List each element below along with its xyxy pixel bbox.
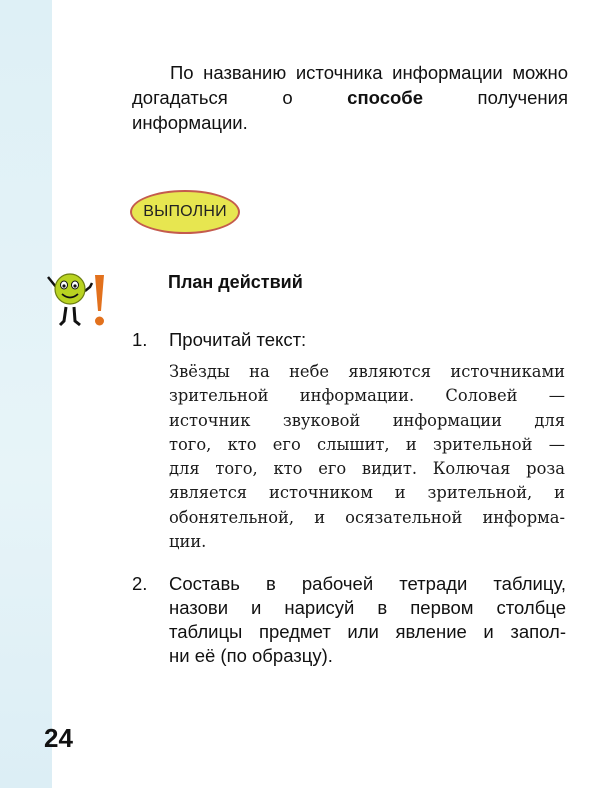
- plan-heading: План действий: [168, 272, 303, 292]
- step-1-number: 1.: [132, 329, 148, 350]
- reading-line: является источником и зрительной, и: [169, 483, 565, 503]
- task-badge: [130, 190, 240, 234]
- intro-paragraph: [132, 60, 568, 135]
- page-number: 24: [44, 723, 73, 753]
- reading-line: для того, кто его видит. Колючая роза: [169, 459, 565, 479]
- reading-line: зрительной информации. Соловей —: [169, 386, 565, 406]
- step-2-line: назови и нарисуй в первом столбце: [169, 597, 566, 618]
- reading-line: обонятельной, и осязательной информа-: [169, 507, 565, 527]
- intro-text: [132, 60, 568, 135]
- task-badge-label: ВЫПОЛНИ: [143, 203, 227, 220]
- step-2-text: [169, 572, 566, 668]
- step-2-line: ни её (по образцу).: [169, 645, 333, 666]
- smiley-exclamation-icon: [40, 265, 110, 335]
- step-2-number: 2.: [132, 573, 148, 594]
- step-2-line: таблицы предмет или явление и запол-: [169, 621, 566, 642]
- reading-line: Звёзды на небе являются источниками: [169, 362, 565, 381]
- step-2-line: Составь в рабочей тетради таблицу,: [169, 573, 566, 594]
- intro-line-2-end: получения: [423, 87, 568, 108]
- intro-bold-word: способе: [347, 87, 423, 108]
- reading-line: источник звуковой информации для: [169, 410, 565, 430]
- reading-line: ции.: [169, 532, 207, 552]
- step-1-text: Прочитай текст:: [169, 329, 307, 350]
- intro-line-1: По названию источника информации: [170, 62, 503, 83]
- side-band: [0, 0, 52, 788]
- intro-line-2-start: можно догадаться о: [132, 62, 569, 108]
- reading-text: [169, 360, 565, 554]
- reading-line: того, кто его слышит, и зрительной —: [169, 434, 565, 454]
- step-1: [132, 328, 566, 352]
- step-2: [132, 572, 566, 668]
- intro-line-3: информации.: [132, 112, 248, 133]
